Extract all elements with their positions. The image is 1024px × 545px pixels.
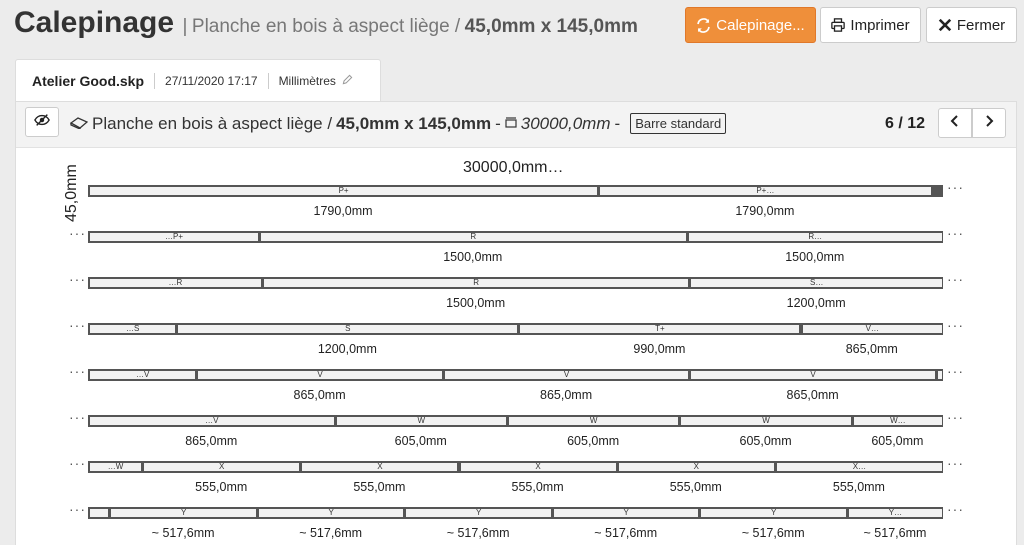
bar-piece[interactable]	[90, 509, 108, 517]
continuation-dots: ···	[947, 317, 964, 333]
header	[0, 0, 1024, 58]
continuation-dots: ···	[947, 409, 964, 425]
calepinage-button[interactable]	[685, 7, 816, 43]
cutting-bar	[88, 231, 943, 243]
bar-piece[interactable]: …P+	[90, 233, 258, 241]
piece-length-label: ~ 517,6mm	[446, 526, 510, 540]
piece-length-label: 865,0mm	[293, 388, 346, 402]
print-button[interactable]	[820, 7, 921, 43]
bar-piece[interactable]: V	[198, 371, 442, 379]
material-dimensions: 45,0mm x 145,0mm	[336, 113, 492, 133]
bar-piece[interactable]: Y	[406, 509, 551, 517]
dash: -	[495, 113, 501, 133]
piece-length-label: 1790,0mm	[313, 204, 373, 218]
bar-piece[interactable]: S	[178, 325, 517, 333]
board-icon	[70, 114, 88, 134]
tab-divider	[268, 73, 269, 89]
piece-length-label: 865,0mm	[845, 342, 898, 356]
thickness-label: 45,0mm	[63, 164, 80, 222]
cutting-bar	[88, 507, 943, 519]
piece-length-label: 605,0mm	[739, 434, 792, 448]
bar-piece[interactable]: R…	[689, 233, 943, 241]
print-button-label: Imprimer	[850, 16, 910, 34]
bar-piece[interactable]: W	[337, 417, 506, 425]
continuation-dots: ···	[947, 225, 964, 241]
cutting-bar	[88, 369, 943, 381]
bar-piece[interactable]: Y…	[849, 509, 942, 517]
cutting-bar	[88, 185, 943, 197]
close-button[interactable]	[926, 7, 1017, 43]
bar-piece[interactable]: R	[261, 233, 686, 241]
cutting-bar	[88, 461, 943, 473]
bar-piece[interactable]: …S	[90, 325, 175, 333]
continuation-dots: ···	[69, 271, 86, 287]
piece-length-label: 555,0mm	[669, 480, 722, 494]
pencil-icon[interactable]	[342, 74, 353, 88]
bar-piece[interactable]: W	[681, 417, 850, 425]
bar-piece[interactable]: …R	[90, 279, 261, 287]
printer-icon	[831, 18, 845, 32]
cutting-bar	[88, 323, 943, 335]
piece-length-label: 555,0mm	[195, 480, 248, 494]
bar-piece[interactable]: …W	[90, 463, 141, 471]
bar-piece[interactable]: X…	[777, 463, 942, 471]
chevron-left-icon	[950, 114, 960, 132]
calepinage-button-label: Calepinage...	[716, 16, 805, 34]
bar-piece[interactable]: P+	[90, 187, 597, 195]
eye-slash-icon	[34, 113, 50, 132]
previous-page-button[interactable]	[938, 108, 972, 138]
unit-label[interactable]: Millimètres	[278, 73, 336, 88]
page-indicator: 6 / 12	[885, 115, 926, 132]
piece-length-label: ~ 517,6mm	[863, 526, 927, 540]
material-subtitle: Planche en bois à aspect liège /	[191, 16, 461, 37]
piece-length-label: 865,0mm	[185, 434, 238, 448]
bar-piece[interactable]: Y	[259, 509, 404, 517]
bar-piece[interactable]: X	[302, 463, 457, 471]
piece-length-label: 1500,0mm	[785, 250, 845, 264]
tab-file[interactable]	[15, 59, 381, 101]
bar-piece[interactable]: P+…	[600, 187, 930, 195]
bar-piece[interactable]: V…	[803, 325, 943, 333]
app-title: Calepinage	[14, 6, 175, 39]
continuation-dots: ···	[69, 363, 86, 379]
bar-piece[interactable]: X	[461, 463, 616, 471]
piece-length-label: 605,0mm	[871, 434, 924, 448]
piece-length-label: ~ 517,6mm	[299, 526, 363, 540]
bar-piece[interactable]: V	[691, 371, 935, 379]
continuation-dots: ···	[947, 363, 964, 379]
standard-bar-badge: Barre standard	[630, 113, 726, 134]
piece-length-label: 1790,0mm	[735, 204, 795, 218]
bar-piece[interactable]: …V	[90, 417, 334, 425]
bar-piece[interactable]	[938, 371, 942, 379]
continuation-dots: ···	[947, 179, 964, 195]
piece-length-label: 1500,0mm	[443, 250, 503, 264]
bar-piece[interactable]: Y	[701, 509, 846, 517]
bar-piece[interactable]: …V	[90, 371, 195, 379]
bar-piece[interactable]: W…	[854, 417, 942, 425]
material-dimensions: 45,0mm x 145,0mm	[464, 16, 638, 37]
bar-piece[interactable]: W	[509, 417, 678, 425]
piece-length-label: 555,0mm	[832, 480, 885, 494]
bar-piece[interactable]: Y	[554, 509, 699, 517]
piece-length-label: 1200,0mm	[786, 296, 846, 310]
title-separator: |	[182, 16, 188, 37]
piece-length-label: 865,0mm	[786, 388, 839, 402]
dash: -	[614, 113, 621, 133]
continuation-dots: ···	[947, 271, 964, 287]
continuation-dots: ···	[947, 501, 964, 517]
bar-piece[interactable]: S…	[691, 279, 942, 287]
piece-length-label: 605,0mm	[567, 434, 620, 448]
tab-divider	[154, 73, 155, 89]
bar-toolbar	[16, 102, 1016, 148]
close-button-label: Fermer	[956, 16, 1006, 34]
piece-length-label: ~ 517,6mm	[594, 526, 658, 540]
next-page-button[interactable]	[972, 108, 1006, 138]
chevron-right-icon	[984, 114, 994, 132]
continuation-dots: ···	[69, 501, 86, 517]
material-name: Planche en bois à aspect liège /	[92, 113, 333, 133]
piece-length-label: ~ 517,6mm	[741, 526, 805, 540]
refresh-icon	[696, 18, 711, 33]
cutting-bar	[88, 277, 943, 289]
continuation-dots: ···	[69, 317, 86, 333]
continuation-dots: ···	[69, 455, 86, 471]
bar-title	[70, 113, 726, 134]
cutting-bar	[88, 415, 943, 427]
file-name: Atelier Good.skp	[32, 72, 145, 89]
bar-piece[interactable]: Y	[111, 509, 256, 517]
length-icon	[505, 114, 517, 134]
piece-length-label: 555,0mm	[353, 480, 406, 494]
continuation-dots: ···	[947, 455, 964, 471]
piece-length-label: 1200,0mm	[317, 342, 377, 356]
piece-length-label: 1500,0mm	[446, 296, 506, 310]
bar-length: 30000,0mm	[520, 113, 611, 133]
continuation-dots: ···	[69, 225, 86, 241]
bar-piece[interactable]: X	[144, 463, 299, 471]
bar-piece[interactable]: V	[445, 371, 689, 379]
piece-length-label: ~ 517,6mm	[151, 526, 215, 540]
piece-length-label: 990,0mm	[633, 342, 686, 356]
piece-length-label: 605,0mm	[394, 434, 447, 448]
bar-length-label: 30000,0mm…	[463, 159, 564, 176]
piece-length-label: 555,0mm	[511, 480, 564, 494]
bar-piece[interactable]: X	[619, 463, 774, 471]
toggle-visibility-button[interactable]	[25, 107, 59, 137]
bar-piece[interactable]: R	[264, 279, 689, 287]
close-icon	[938, 18, 952, 32]
page-title	[14, 6, 638, 40]
continuation-dots: ···	[69, 409, 86, 425]
bar-piece[interactable]: T+	[520, 325, 799, 333]
file-date: 27/11/2020 17:17	[165, 73, 258, 88]
piece-length-label: 865,0mm	[540, 388, 593, 402]
